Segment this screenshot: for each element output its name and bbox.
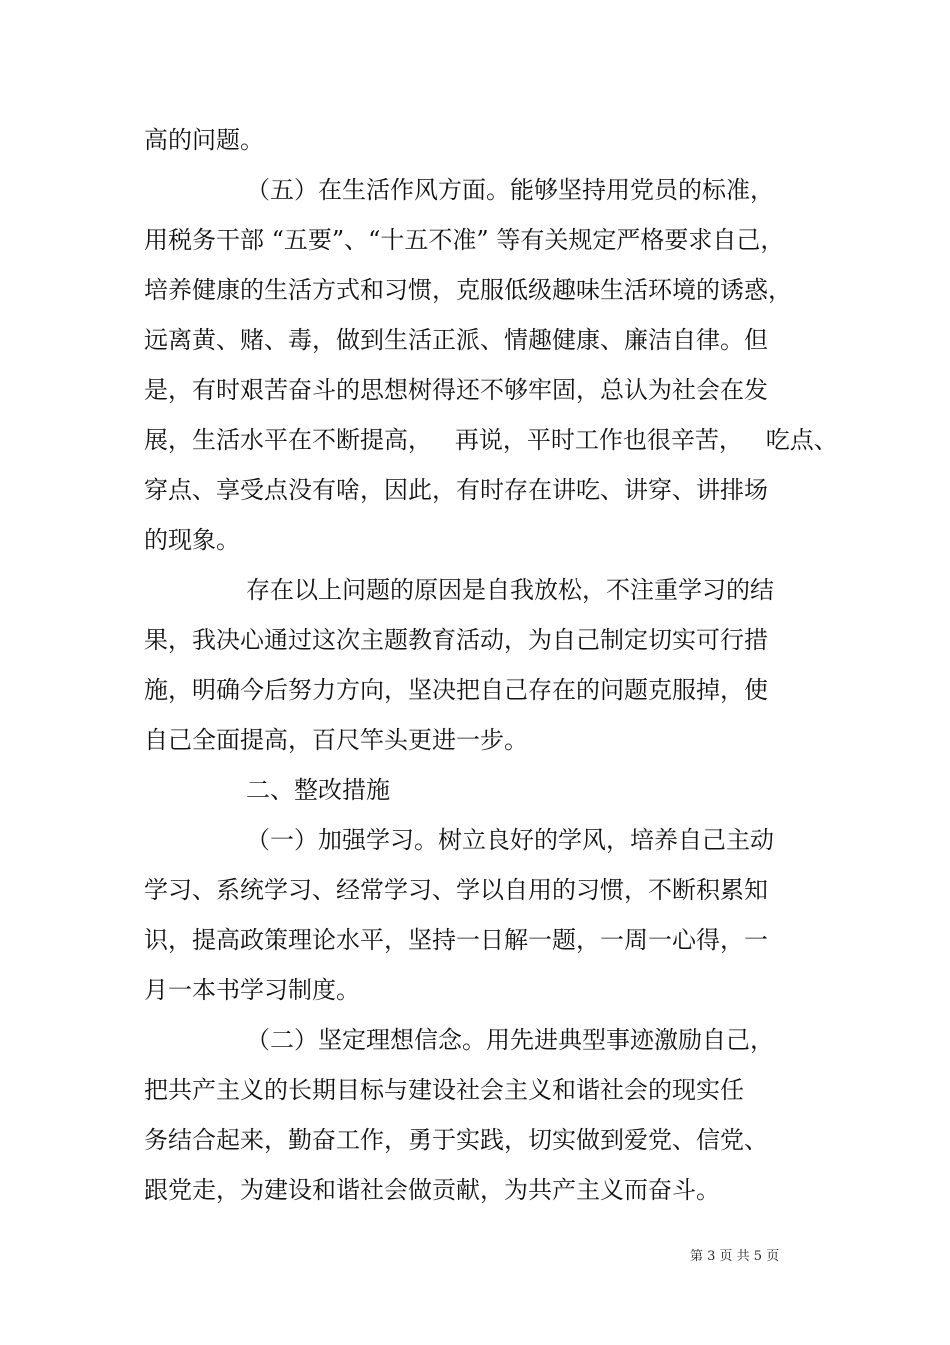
body-line: 用税务干部 “五要”、“十五不准” 等有关规定严格要求自己， — [144, 226, 785, 254]
body-line: 存在以上问题的原因是自我放松，不注重学习的结 — [246, 576, 774, 604]
body-line: 培养健康的生活方式和习惯，克服低级趣味生活环境的诱惑， — [144, 276, 792, 304]
body-line: 跟党走，为建设和谐社会做贡献，为共产主义而奋斗。 — [144, 1176, 720, 1204]
body-line: 识，提高政策理论水平，坚持一日解一题，一周一心得，一 — [144, 926, 768, 954]
body-line: 果，我决心通过这次主题教育活动，为自己制定切实可行措 — [144, 626, 768, 654]
body-line: 远离黄、赌、毒，做到生活正派、情趣健康、廉洁自律。但 — [144, 326, 768, 354]
body-line: 学习、系统学习、经常学习、学以自用的习惯，不断积累知 — [144, 876, 768, 904]
section-heading: 二、整改措施 — [246, 776, 390, 804]
page-number: 第 3 页 共 5 页 — [690, 1249, 780, 1264]
body-line: 自己全面提高，百尺竿头更进一步。 — [144, 726, 528, 754]
body-line: 穿点、享受点没有啥，因此，有时存在讲吃、讲穿、讲排场 — [144, 476, 768, 504]
body-line: 把共产主义的长期目标与建设社会主义和谐社会的现实任 — [144, 1076, 744, 1104]
body-line: （五）在生活作风方面。能够坚持用党员的标准， — [246, 176, 774, 204]
body-line: （一）加强学习。树立良好的学风，培养自己主动 — [246, 826, 774, 854]
body-line: 的现象。 — [144, 526, 240, 554]
body-line: （二）坚定理想信念。用先进典型事迹激励自己， — [246, 1026, 774, 1054]
body-line: 月一本书学习制度。 — [144, 976, 360, 1004]
body-line: 施，明确今后努力方向，坚决把自己存在的问题克服掉，使 — [144, 676, 768, 704]
body-line: 是，有时艰苦奋斗的思想树得还不够牢固，总认为社会在发 — [144, 376, 768, 404]
body-line: 展，生活水平在不断提高， 再说，平时工作也很辛苦， 吃点、 — [144, 426, 838, 454]
body-line: 高的问题。 — [144, 126, 264, 154]
body-line: 务结合起来，勤奋工作，勇于实践，切实做到爱党、信党、 — [144, 1126, 768, 1154]
